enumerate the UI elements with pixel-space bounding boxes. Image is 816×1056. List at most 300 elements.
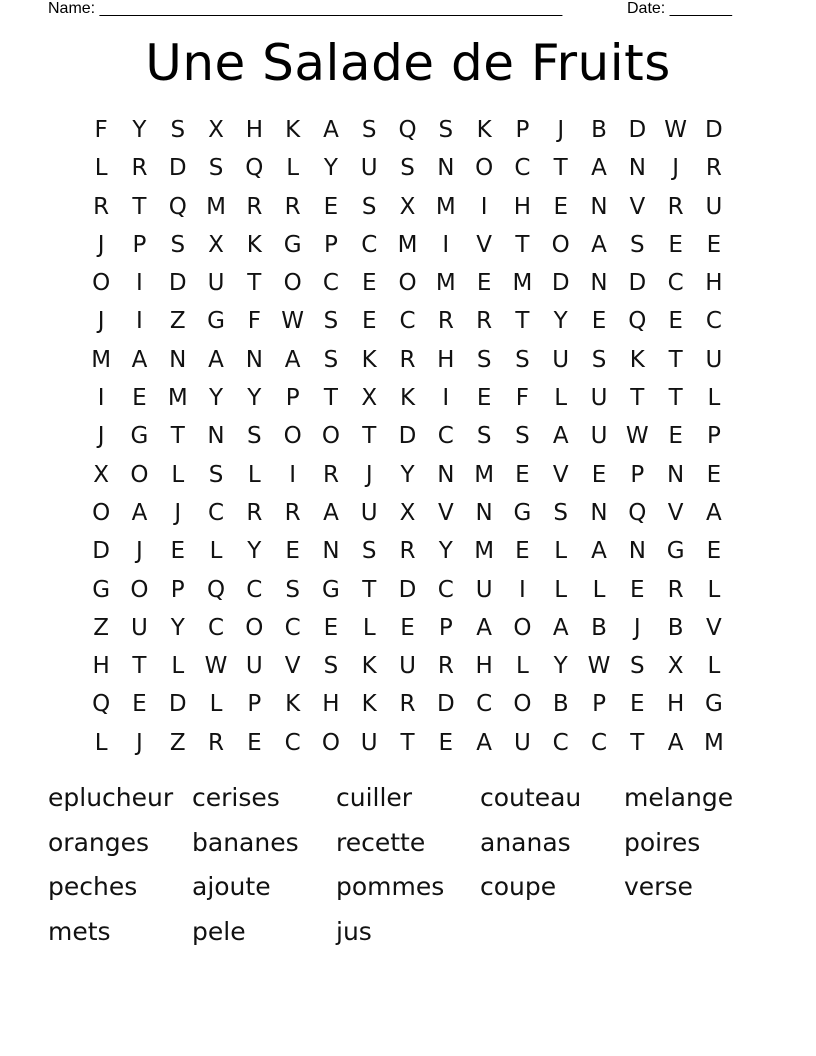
grid-cell[interactable]: C (552, 729, 569, 756)
grid-cell[interactable]: K (246, 231, 262, 258)
grid-cell[interactable]: K (361, 346, 377, 373)
grid-cell[interactable]: D (168, 270, 187, 297)
grid-cell[interactable]: D (398, 576, 417, 603)
grid-cell[interactable]: O (513, 691, 532, 718)
grid-cell[interactable]: J (365, 461, 373, 488)
grid-cell[interactable]: K (399, 385, 416, 412)
grid-cell[interactable]: R (284, 193, 301, 220)
grid-cell[interactable]: P (247, 691, 262, 718)
grid-cell[interactable]: L (171, 653, 185, 680)
grid-cell[interactable]: S (361, 193, 377, 220)
grid-cell[interactable]: N (322, 538, 340, 565)
grid-cell[interactable]: O (245, 614, 264, 641)
word-list-item: couteau (480, 783, 582, 812)
grid-row (82, 188, 734, 226)
grid-cell[interactable]: R (93, 193, 110, 220)
grid-cell[interactable]: A (591, 538, 607, 565)
grid-cell[interactable]: S (323, 653, 339, 680)
grid-cell[interactable]: T (515, 308, 530, 335)
grid-cell[interactable]: L (592, 576, 606, 603)
grid-cell[interactable]: L (247, 461, 261, 488)
grid-cell[interactable]: X (399, 193, 416, 220)
grid-cell[interactable]: L (516, 653, 529, 680)
grid-cell[interactable]: M (512, 270, 533, 297)
grid-cell[interactable]: R (667, 193, 684, 220)
grid-cell[interactable]: G (207, 308, 225, 335)
grid-cell[interactable]: O (551, 231, 570, 258)
grid-cell[interactable]: Y (247, 538, 262, 565)
grid-cell[interactable]: P (132, 231, 147, 258)
grid-cell[interactable]: S (438, 117, 454, 143)
grid-cell[interactable]: I (442, 231, 450, 258)
grid-cell[interactable]: R (399, 538, 416, 565)
grid-cell[interactable]: Q (398, 117, 417, 143)
grid-cell[interactable]: I (442, 385, 450, 412)
grid-cell[interactable]: C (322, 270, 339, 297)
grid-cell[interactable]: X (667, 653, 684, 680)
grid-cell[interactable]: C (208, 614, 225, 641)
grid-cell[interactable]: A (706, 499, 722, 526)
grid-cell[interactable]: J (136, 538, 143, 565)
grid-cell[interactable]: O (130, 576, 149, 603)
grid-cell[interactable]: A (323, 499, 339, 526)
grid-cell[interactable]: O (321, 729, 340, 756)
grid-cell[interactable]: M (435, 270, 456, 297)
grid-cell[interactable]: W (664, 117, 687, 143)
grid-cell[interactable]: G (513, 499, 532, 526)
grid-cell[interactable]: E (247, 729, 262, 756)
grid-cell[interactable]: P (515, 117, 530, 143)
grid-cell[interactable]: H (705, 270, 723, 297)
grid-cell[interactable]: W (625, 423, 649, 450)
grid-cell[interactable]: U (475, 576, 493, 603)
grid-cell[interactable]: E (630, 576, 645, 603)
grid-cell[interactable]: E (668, 423, 683, 450)
grid-cell[interactable]: V (437, 499, 454, 526)
grid-cell[interactable]: M (474, 461, 495, 488)
grid-cell[interactable]: A (552, 423, 569, 450)
grid-cell[interactable]: D (705, 117, 723, 143)
grid-cell[interactable]: N (628, 155, 646, 182)
grid-cell[interactable]: A (476, 614, 492, 641)
grid-cell[interactable]: G (666, 538, 685, 565)
grid-cell[interactable]: M (91, 346, 112, 373)
grid-cell[interactable]: P (285, 385, 300, 412)
grid-cell[interactable]: P (630, 461, 645, 488)
grid-cell[interactable]: I (519, 576, 526, 603)
grid-cell[interactable]: O (398, 270, 417, 297)
grid-cell[interactable]: X (208, 231, 224, 258)
grid-cell[interactable]: S (476, 346, 492, 373)
grid-cell[interactable]: Z (93, 614, 110, 641)
grid-cell[interactable]: K (361, 653, 377, 680)
grid-cell[interactable]: E (400, 614, 415, 641)
grid-cell[interactable]: J (97, 308, 105, 335)
grid-cell[interactable]: F (247, 308, 261, 335)
grid-row (82, 149, 734, 187)
grid-cell[interactable]: U (360, 729, 378, 756)
grid-cell[interactable]: M (703, 729, 724, 756)
grid-cell[interactable]: T (362, 576, 377, 603)
grid-cell[interactable]: P (592, 691, 606, 718)
grid-cell[interactable]: T (515, 231, 530, 258)
grid-cell[interactable]: J (174, 499, 182, 526)
grid-cell[interactable]: B (591, 614, 607, 641)
grid-cell[interactable]: K (285, 691, 301, 718)
name-field[interactable]: Name: ____________________________________________________ (48, 0, 563, 17)
grid-cell[interactable]: O (513, 614, 532, 641)
grid-cell[interactable]: X (361, 385, 378, 412)
grid-cell[interactable]: C (399, 308, 416, 335)
grid-cell[interactable]: M (397, 231, 418, 258)
grid-cell[interactable]: N (666, 461, 685, 488)
grid-cell[interactable]: X (399, 499, 416, 526)
grid-cell[interactable]: O (283, 270, 302, 297)
grid-cell[interactable]: T (668, 346, 683, 373)
grid-cell[interactable]: W (281, 308, 304, 335)
grid-cell[interactable]: H (666, 691, 685, 718)
grid-cell[interactable]: Y (170, 614, 185, 641)
grid-cell[interactable]: P (170, 576, 185, 603)
grid-cell[interactable]: D (628, 117, 647, 143)
grid-cell[interactable]: O (283, 423, 302, 450)
grid-cell[interactable]: C (361, 231, 378, 258)
grid-cell[interactable]: T (170, 423, 185, 450)
grid-cell[interactable]: R (476, 308, 493, 335)
grid-cell[interactable]: O (321, 423, 340, 450)
grid-cell[interactable]: E (132, 385, 147, 412)
grid-cell[interactable]: Y (438, 538, 453, 565)
grid-cell[interactable]: B (591, 117, 607, 143)
grid-cell[interactable]: N (245, 346, 263, 373)
grid-cell[interactable]: C (284, 614, 301, 641)
grid-cell[interactable]: J (97, 423, 105, 450)
grid-cell[interactable]: E (591, 308, 607, 335)
grid-cell[interactable]: S (400, 155, 415, 182)
grid-cell[interactable]: B (667, 614, 684, 641)
grid-cell[interactable]: E (361, 308, 377, 335)
grid-cell[interactable]: J (136, 729, 143, 756)
grid-cell[interactable]: F (515, 385, 530, 412)
grid-cell[interactable]: S (361, 538, 377, 565)
grid-cell[interactable]: E (515, 538, 530, 565)
grid-cell[interactable]: A (131, 346, 148, 373)
grid-cell[interactable]: I (97, 385, 105, 412)
grid-cell[interactable]: L (94, 155, 108, 182)
grid-cell[interactable]: O (130, 461, 149, 488)
grid-cell[interactable]: E (515, 461, 530, 488)
grid-cell[interactable]: O (92, 499, 111, 526)
grid-cell[interactable]: N (475, 499, 493, 526)
grid-cell[interactable]: C (476, 691, 493, 718)
grid-cell[interactable]: Q (168, 193, 187, 220)
grid-cell[interactable]: G (322, 576, 340, 603)
grid-cell[interactable]: Q (628, 308, 647, 335)
grid-cell[interactable]: C (437, 576, 454, 603)
grid-cell[interactable]: A (208, 346, 224, 373)
page-title: Une Salade de Fruits (145, 34, 671, 92)
grid-cell[interactable]: R (208, 729, 225, 756)
grid-cell[interactable]: E (706, 461, 722, 488)
grid-cell[interactable]: L (209, 538, 223, 565)
grid-cell[interactable]: I (289, 461, 297, 488)
grid-cell[interactable]: L (209, 691, 223, 718)
grid-cell[interactable]: X (93, 461, 110, 488)
grid-cell[interactable]: T (247, 270, 262, 297)
grid-cell[interactable]: J (97, 231, 105, 258)
grid-cell[interactable]: R (437, 653, 454, 680)
grid-cell[interactable]: U (705, 193, 723, 220)
grid-cell[interactable]: P (706, 423, 721, 450)
grid-cell[interactable]: C (437, 423, 454, 450)
grid-cell[interactable]: M (435, 193, 456, 220)
grid-cell[interactable]: V (552, 461, 569, 488)
grid-cell[interactable]: S (630, 231, 645, 258)
grid-cell[interactable]: S (170, 117, 186, 143)
grid-cell[interactable]: Q (245, 155, 264, 182)
grid-cell[interactable]: E (706, 231, 722, 258)
grid-cell[interactable]: Y (132, 117, 147, 143)
grid-cell[interactable]: L (707, 385, 721, 412)
grid-cell[interactable]: S (323, 308, 339, 335)
grid-cell[interactable]: L (707, 576, 721, 603)
grid-cell[interactable]: E (476, 270, 492, 297)
grid-cell[interactable]: U (360, 499, 378, 526)
grid-cell[interactable]: A (131, 499, 148, 526)
word-list-item: cuiller (336, 783, 413, 812)
grid-cell[interactable]: D (628, 270, 647, 297)
grid-cell[interactable]: T (630, 385, 645, 412)
grid-cell[interactable]: M (474, 538, 495, 565)
word-list-item: eplucheur (48, 783, 174, 812)
grid-cell[interactable]: U (552, 346, 570, 373)
grid-cell[interactable]: S (591, 346, 607, 373)
grid-cell[interactable]: V (476, 231, 492, 258)
grid-cell[interactable]: D (168, 691, 187, 718)
grid-cell[interactable]: H (245, 117, 263, 143)
grid-cell[interactable]: M (167, 385, 188, 412)
grid-cell[interactable]: E (361, 270, 377, 297)
grid-cell[interactable]: W (204, 653, 228, 680)
grid-cell[interactable]: Y (247, 385, 262, 412)
grid-cell[interactable]: X (208, 117, 224, 143)
grid-cell[interactable]: K (476, 117, 492, 143)
grid-cell[interactable]: C (514, 155, 531, 182)
grid-cell[interactable]: N (169, 346, 187, 373)
grid-cell[interactable]: B (552, 691, 569, 718)
grid-cell[interactable]: G (130, 423, 149, 450)
grid-cell[interactable]: N (590, 270, 608, 297)
grid-cell[interactable]: H (437, 346, 455, 373)
grid-cell[interactable]: S (515, 346, 530, 373)
grid-cell[interactable]: P (438, 614, 453, 641)
grid-cell[interactable]: E (323, 193, 339, 220)
grid-cell[interactable]: I (136, 308, 143, 335)
grid-cell[interactable]: E (706, 538, 722, 565)
grid-cell[interactable]: U (705, 346, 723, 373)
grid-cell[interactable]: C (590, 729, 608, 756)
grid-cell[interactable]: S (247, 423, 262, 450)
grid-cell[interactable]: V (629, 193, 646, 220)
grid-cell[interactable]: S (285, 576, 300, 603)
grid-cell[interactable]: A (591, 231, 607, 258)
grid-cell[interactable]: L (362, 614, 376, 641)
grid-cell[interactable]: R (705, 155, 722, 182)
word-list-item: cerises (192, 783, 280, 812)
grid-cell[interactable]: N (590, 499, 608, 526)
grid-cell[interactable]: E (553, 193, 568, 220)
grid-cell[interactable]: D (92, 538, 110, 565)
grid-cell[interactable]: T (132, 653, 147, 680)
grid-cell[interactable]: C (208, 499, 225, 526)
grid-row (82, 302, 734, 340)
grid-cell[interactable]: E (170, 538, 186, 565)
grid-cell[interactable]: R (667, 576, 684, 603)
grid-cell[interactable]: T (400, 729, 415, 756)
grid-cell[interactable]: I (136, 270, 143, 297)
grid-cell[interactable]: Y (209, 385, 224, 412)
grid-cell[interactable]: U (207, 270, 225, 297)
grid-cell[interactable]: V (284, 653, 301, 680)
grid-cell[interactable]: E (668, 231, 683, 258)
grid-cell[interactable]: I (480, 193, 488, 220)
grid-cell[interactable]: U (131, 614, 148, 641)
grid-cell[interactable]: S (170, 231, 186, 258)
grid-cell[interactable]: G (92, 576, 111, 603)
grid-cell[interactable]: N (437, 461, 455, 488)
grid-cell[interactable]: L (94, 729, 108, 756)
grid-cell[interactable]: A (552, 614, 569, 641)
grid-cell[interactable]: D (398, 423, 417, 450)
grid-cell[interactable]: A (591, 155, 607, 182)
grid-cell[interactable]: N (590, 193, 608, 220)
grid-cell[interactable]: K (361, 691, 377, 718)
grid-cell[interactable]: D (551, 270, 570, 297)
grid-cell[interactable]: C (246, 576, 263, 603)
grid-cell[interactable]: D (436, 691, 455, 718)
grid-cell[interactable]: R (322, 461, 339, 488)
grid-cell[interactable]: E (323, 614, 339, 641)
grid-cell[interactable]: U (399, 653, 416, 680)
grid-cell[interactable]: A (667, 729, 684, 756)
grid-cell[interactable]: U (360, 155, 378, 182)
grid-cell[interactable]: S (208, 155, 224, 182)
grid-cell[interactable]: N (437, 155, 455, 182)
grid-cell[interactable]: R (246, 193, 263, 220)
grid-cell[interactable]: F (94, 117, 108, 143)
grid-cell[interactable]: U (590, 423, 608, 450)
grid-cell[interactable]: U (513, 729, 531, 756)
grid-cell[interactable]: E (591, 461, 607, 488)
grid-cell[interactable]: Y (553, 653, 568, 680)
grid-cell[interactable]: O (92, 270, 111, 297)
grid-cell[interactable]: W (587, 653, 611, 680)
grid-cell[interactable]: K (629, 346, 645, 373)
grid-cell[interactable]: A (323, 117, 339, 143)
grid-row (82, 111, 734, 149)
grid-cell[interactable]: G (704, 691, 723, 718)
grid-cell[interactable]: T (553, 155, 568, 182)
grid-cell[interactable]: Q (628, 499, 647, 526)
grid-cell[interactable]: H (92, 653, 110, 680)
grid-cell[interactable]: D (168, 155, 187, 182)
grid-cell[interactable]: Z (169, 729, 186, 756)
grid-cell[interactable]: R (131, 155, 148, 182)
grid-cell[interactable]: L (554, 385, 568, 412)
date-field[interactable]: Date: _______ (627, 0, 732, 17)
grid-cell[interactable]: O (475, 155, 494, 182)
grid-cell[interactable]: T (630, 729, 645, 756)
grid-cell[interactable]: J (557, 117, 565, 143)
grid-cell[interactable]: S (323, 346, 339, 373)
grid-cell[interactable]: C (667, 270, 684, 297)
grid-cell[interactable]: A (284, 346, 301, 373)
grid-cell[interactable]: E (438, 729, 454, 756)
grid-cell[interactable]: J (672, 155, 679, 182)
grid-cell[interactable]: N (207, 423, 225, 450)
grid-cell[interactable]: T (668, 385, 683, 412)
grid-cell[interactable]: S (515, 423, 530, 450)
grid-cell[interactable]: R (284, 499, 301, 526)
grid-cell[interactable]: S (208, 461, 224, 488)
grid-cell[interactable]: P (323, 231, 338, 258)
grid-cell[interactable]: Y (553, 308, 568, 335)
grid-cell[interactable]: G (283, 231, 302, 258)
grid-cell[interactable]: V (706, 614, 722, 641)
grid-cell[interactable]: S (476, 423, 492, 450)
grid-cell[interactable]: T (132, 193, 147, 220)
grid-cell[interactable]: S (361, 117, 377, 143)
grid-cell[interactable]: E (630, 691, 645, 718)
grid-cell[interactable]: K (285, 117, 301, 143)
grid-cell[interactable]: L (171, 461, 185, 488)
grid-cell[interactable]: A (476, 729, 492, 756)
grid-cell[interactable]: S (553, 499, 569, 526)
grid-cell[interactable]: E (132, 691, 147, 718)
grid-cell[interactable]: R (399, 346, 416, 373)
grid-cell[interactable]: Q (206, 576, 226, 603)
grid-cell[interactable]: H (322, 691, 340, 718)
grid-cell[interactable]: E (476, 385, 492, 412)
grid-cell[interactable]: L (707, 653, 721, 680)
grid-cell[interactable]: C (284, 729, 301, 756)
grid-cell[interactable]: E (668, 308, 683, 335)
grid-cell[interactable]: T (323, 385, 338, 412)
grid-cell[interactable]: U (245, 653, 263, 680)
grid-cell[interactable]: R (399, 691, 416, 718)
grid-cell[interactable]: M (206, 193, 226, 220)
grid-cell[interactable]: L (286, 155, 300, 182)
grid-cell[interactable]: V (667, 499, 684, 526)
grid-cell[interactable]: U (590, 385, 608, 412)
grid-cell[interactable]: Y (400, 461, 415, 488)
grid-cell[interactable]: R (246, 499, 263, 526)
grid-cell[interactable]: R (437, 308, 454, 335)
grid-cell[interactable]: Y (323, 155, 338, 182)
grid-cell[interactable]: H (475, 653, 493, 680)
grid-cell[interactable]: T (362, 423, 377, 450)
grid-cell[interactable]: C (705, 308, 722, 335)
grid-cell[interactable]: L (554, 538, 568, 565)
grid-cell[interactable]: Q (92, 691, 111, 718)
grid-cell[interactable]: E (285, 538, 300, 565)
grid-cell[interactable]: L (554, 576, 568, 603)
grid-cell[interactable]: N (628, 538, 646, 565)
grid-cell[interactable]: J (633, 614, 641, 641)
grid-cell[interactable]: H (513, 193, 532, 220)
grid-cell[interactable]: S (630, 653, 645, 680)
grid-cell[interactable]: Z (169, 308, 186, 335)
